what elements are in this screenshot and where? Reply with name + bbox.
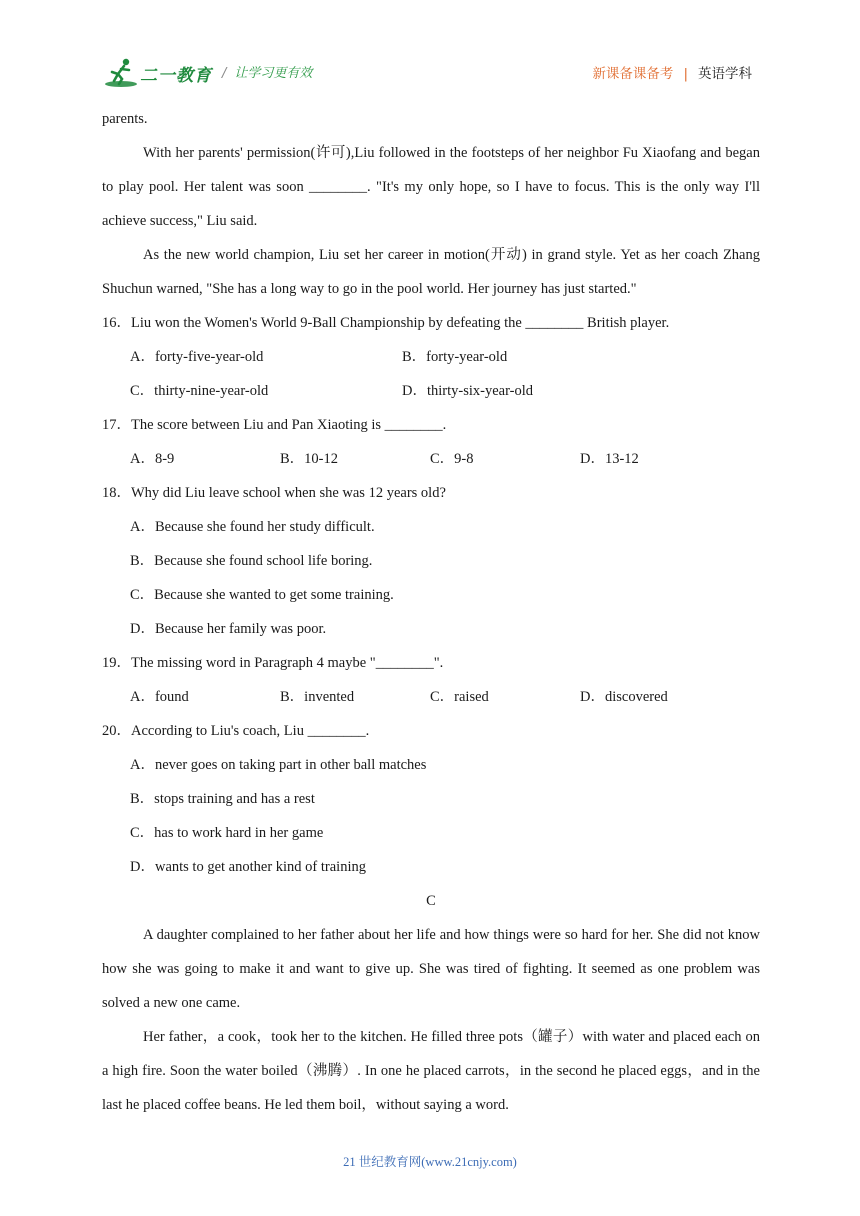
option-c: C．raised: [430, 689, 489, 705]
option-a: A．8-9: [130, 451, 175, 467]
logo: [104, 56, 212, 90]
page-footer: 21 世纪教育网(www.21cnjy.com): [343, 1155, 517, 1169]
option-b: B．invented: [280, 689, 355, 705]
section-heading: C: [426, 893, 436, 909]
question-stem: 19．The missing word in Paragraph 4 maybe "________".: [102, 655, 444, 671]
passage-paragraph: A daughter complained to her father about her life and how things were so hard for her. She did not know how she was going to make it and want to give up. She was tired of fighting. It seemed as one problem was solved a new one came.: [102, 927, 760, 1011]
page-header: [0, 0, 860, 96]
passage-paragraph: With her parents' permission(许可),Liu followed in the footsteps of her neighbor Fu Xiaofang and began to play pool. Her talent was soon ________. "It's my only hope, so I have to focus. This is the only way I'll achieve success," Liu said.: [102, 145, 760, 229]
option-d: D．wants to get another kind of training: [130, 859, 366, 875]
option-row: [102, 340, 760, 374]
option-c: C．thirty-nine-year-old: [130, 383, 269, 399]
question-stem: 20．According to Liu's coach, Liu ________.: [102, 723, 370, 739]
option-c: C．Because she wanted to get some training.: [130, 587, 394, 603]
option-a: A．forty-five-year-old: [130, 349, 264, 365]
header-subject: 英语学科: [698, 66, 752, 82]
option-d: D．discovered: [580, 689, 668, 705]
option-d: D．thirty-six-year-old: [402, 383, 533, 399]
slogan-text: 让学习更有效: [234, 66, 313, 81]
option-d: D．Because her family was poor.: [130, 621, 327, 637]
passage-paragraph: parents.: [102, 111, 148, 127]
option-b: B．forty-year-old: [402, 349, 508, 365]
header-brand: 新课备课备考: [592, 66, 674, 82]
option-b: B．10-12: [280, 451, 338, 467]
header-right: [592, 62, 752, 82]
option-a: A．found: [130, 689, 189, 705]
header-slogan: / 让学习更有效: [222, 66, 313, 81]
option-b: B．stops training and has a rest: [130, 791, 315, 807]
logo-text: 二一教育: [140, 65, 212, 86]
option-row: [102, 442, 760, 476]
passage-paragraph: Her father，a cook，took her to the kitchen. He filled three pots（罐子）with water and placed each on a high fire. Soon the water boiled（沸腾）. In one he placed carrots，in the second he placed eggs，and in the last he placed coffee beans. He led them boil，without saying a word.: [102, 1029, 760, 1113]
page-content: [102, 102, 760, 1122]
question-stem: 16．Liu won the Women's World 9-Ball Championship by defeating the ________ British player.: [102, 315, 670, 331]
option-a: A．never goes on taking part in other ball matches: [130, 757, 427, 773]
option-d: D．13-12: [580, 451, 639, 467]
header-separator: |: [683, 66, 688, 82]
option-a: A．Because she found her study difficult.: [130, 519, 375, 535]
question-stem: 17．The score between Liu and Pan Xiaoting is ________.: [102, 417, 447, 433]
runner-icon: [104, 57, 138, 89]
option-row: [102, 680, 760, 714]
question-stem: 18．Why did Liu leave school when she was 12 years old?: [102, 485, 446, 501]
option-c: C．9-8: [430, 451, 474, 467]
passage-paragraph: As the new world champion, Liu set her career in motion(开动) in grand style. Yet as her coach Zhang Shuchun warned, "She has a long way to go in the pool world. Her journey has just started.": [102, 247, 760, 297]
option-row: [102, 374, 760, 408]
option-b: B．Because she found school life boring.: [130, 553, 373, 569]
option-c: C．has to work hard in her game: [130, 825, 324, 841]
